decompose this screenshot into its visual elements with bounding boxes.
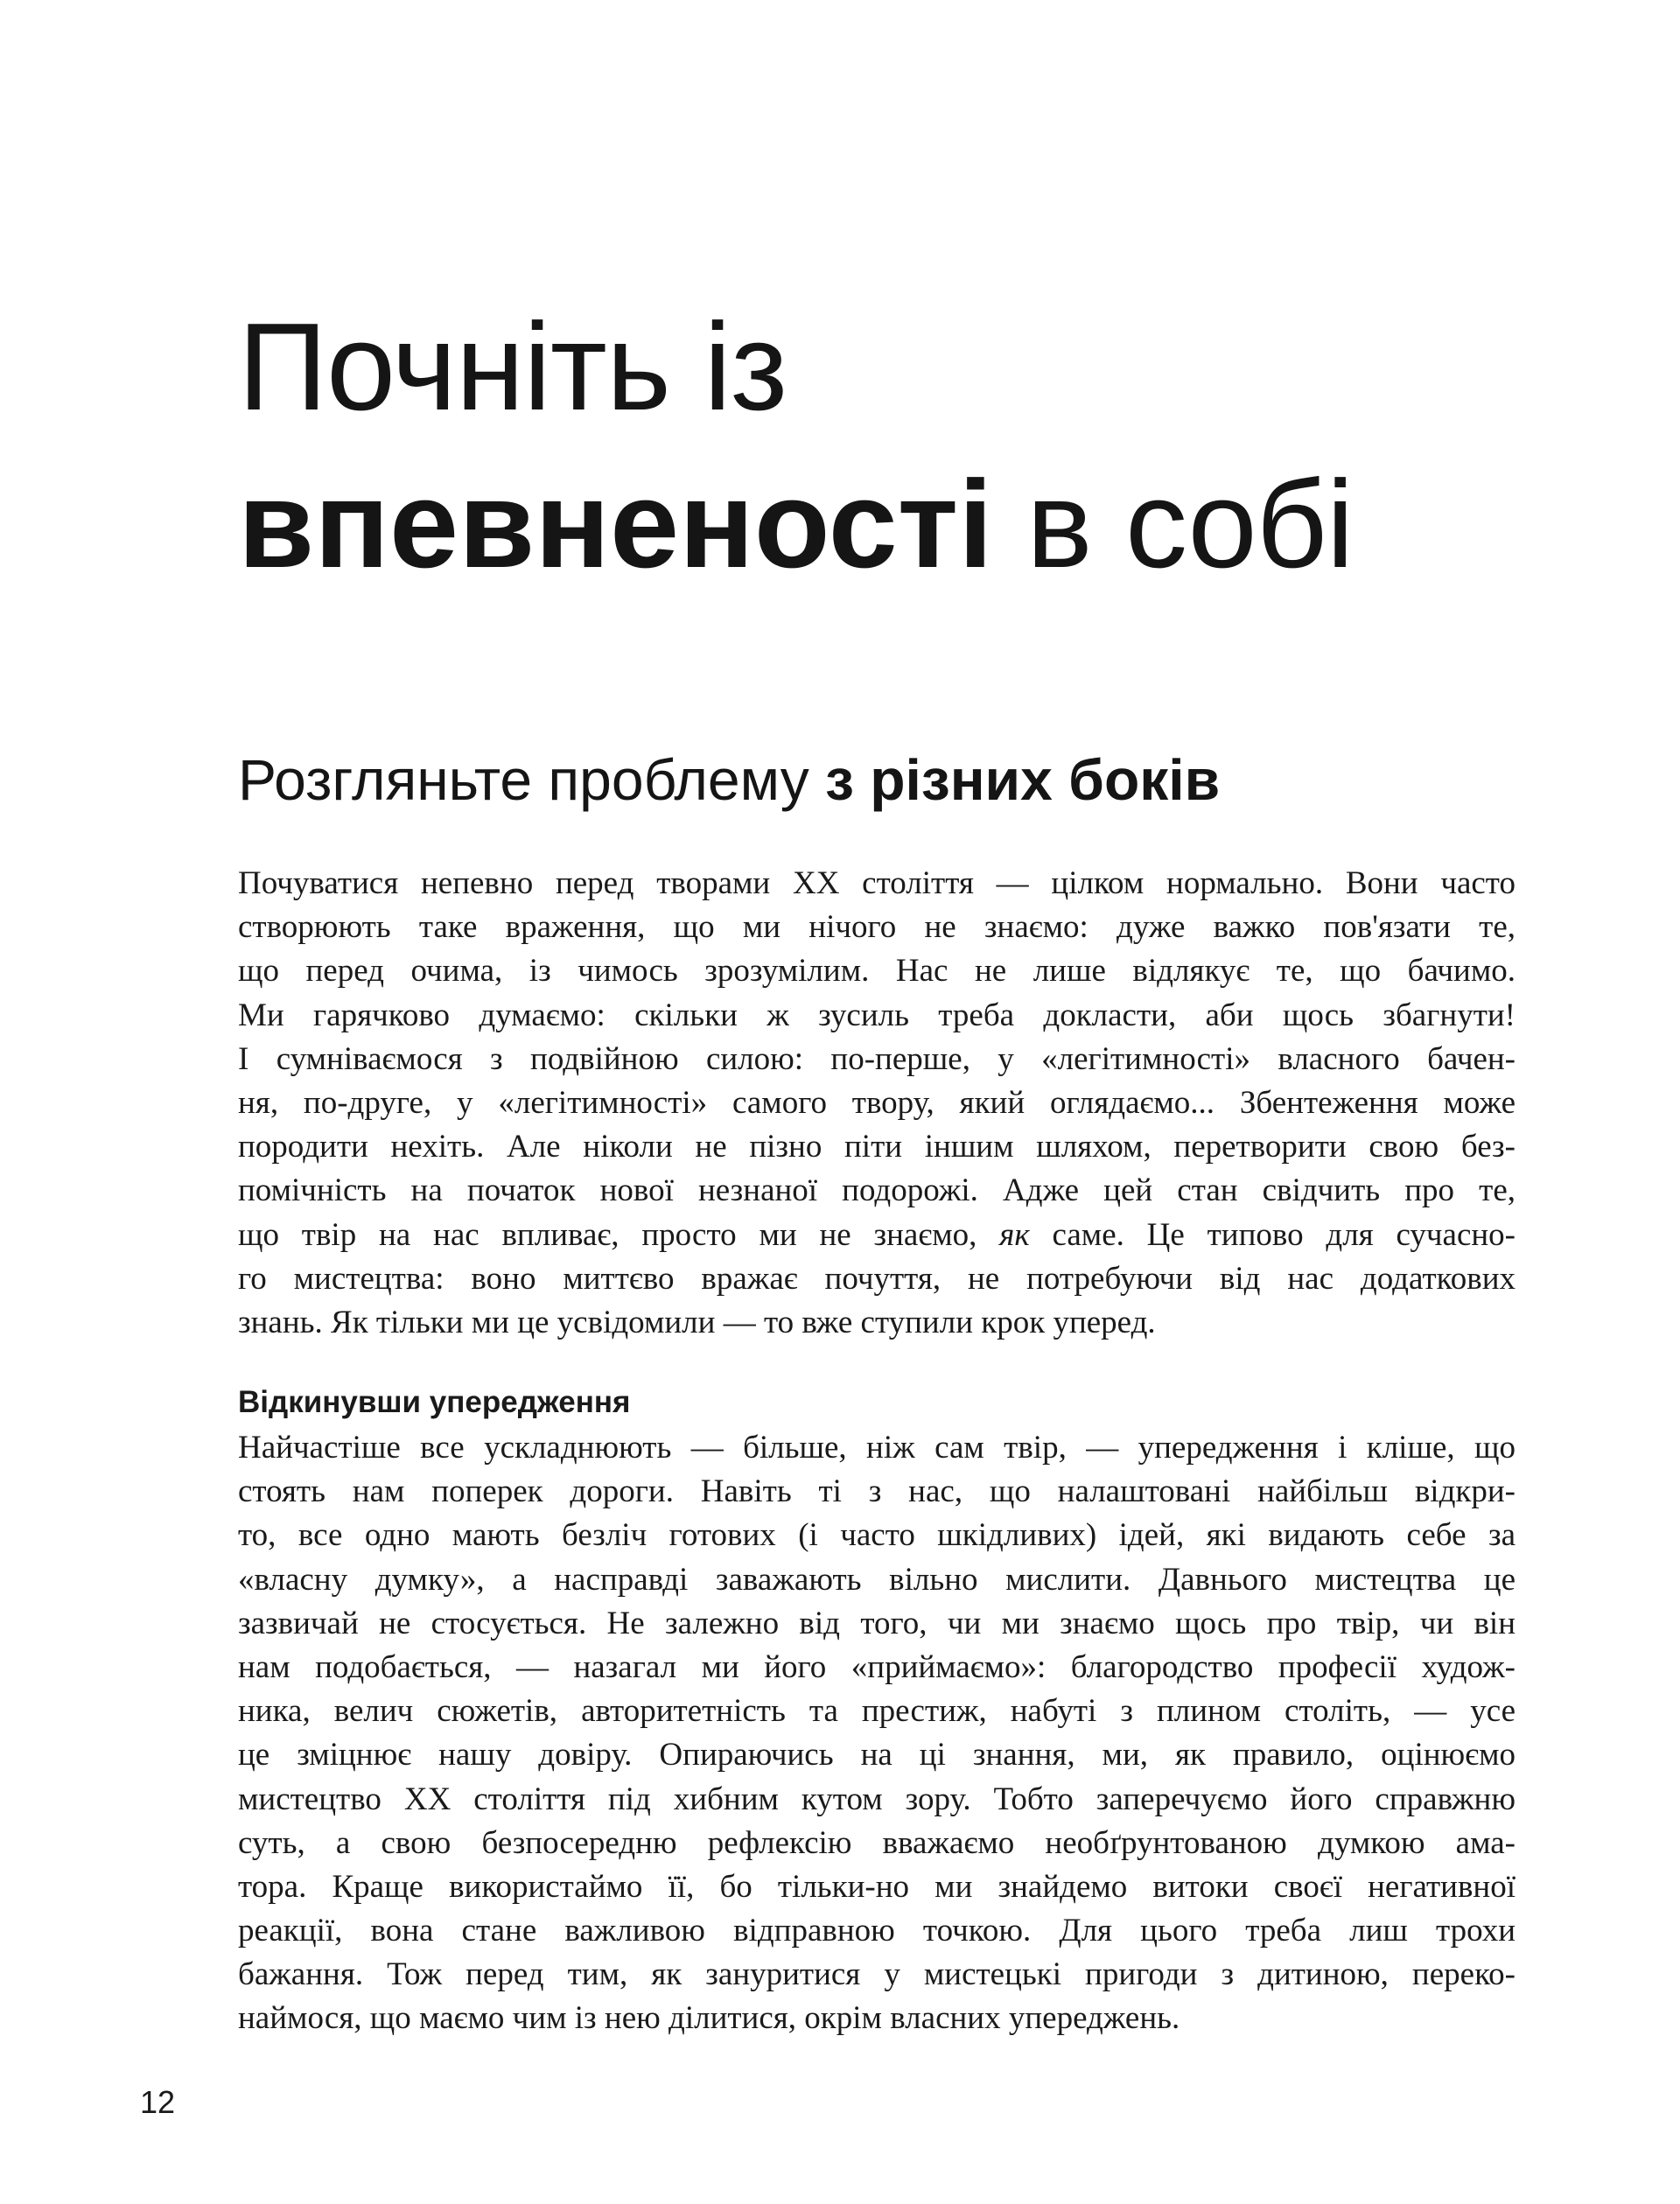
paragraph-1: [238, 862, 1516, 1345]
text-line: що перед очима, із чимось зрозумілим. Нас не лише відлякує те, що бачимо.: [238, 953, 1516, 990]
text-line: зазвичай не стосується. Не залежно від того, чи ми знаємо щось про твір, чи він: [238, 1605, 1516, 1641]
subtitle-bold: з різних боків: [825, 747, 1221, 812]
page-number: 12: [140, 2084, 176, 2120]
title-light-text: Почніть із: [238, 297, 787, 437]
text-line: бажання. Тож перед тим, як зануритися у мистецькі пригоди з дитиною, переко-: [238, 1956, 1516, 1993]
text-line: Почуватися непевно перед творами XX століття — цілком нормально. Вони часто: [238, 865, 1516, 901]
text-line: «власну думку», а насправді заважають вільно мислити. Давнього мистецтва це: [238, 1561, 1516, 1598]
text-line: [238, 1214, 1516, 1257]
text-line: Найчастіше все ускладнюють — більше, ніж сам твір, — упередження і кліше, що: [238, 1430, 1516, 1466]
chapter-title: [238, 289, 1353, 604]
text-line: помічність на початок нової незнаної подорожі. Адже цей стан свідчить про те,: [238, 1172, 1516, 1209]
text-line: го мистецтва: воно миттєво вражає почуття, не потребуючи від нас додаткових: [238, 1260, 1516, 1297]
text-line: реакції, вона стане важливою відправною точкою. Для цього треба лиш трохи: [238, 1913, 1516, 1949]
chapter-title-line2: [238, 446, 1353, 604]
text-line: І сумніваємося з подвійною силою: по-перше, у «легітимності» власного бачен-: [238, 1040, 1516, 1077]
text-line: це зміцнює нашу довіру. Опираючись на ці знання, ми, як правило, оцінюємо: [238, 1737, 1516, 1774]
text-line: то, все одно мають безліч готових (і часто шкідливих) ідей, які видають себе за: [238, 1517, 1516, 1554]
text-line: породити нехіть. Але ніколи не пізно піти іншим шляхом, перетворити свою без-: [238, 1129, 1516, 1165]
section-subtitle: [238, 740, 1220, 819]
text-line: знань. Як тільки ми це усвідомили — то вже ступили крок уперед.: [238, 1304, 1156, 1340]
chapter-title-line1: [238, 289, 1353, 446]
text-line: ника, велич сюжетів, авторитетність та престиж, набуті з плином століть, — усе: [238, 1693, 1516, 1730]
text-line: ня, по-друге, у «легітимності» самого твору, який оглядаємо... Збентеження може: [238, 1084, 1516, 1121]
italic-emphasis: як: [999, 1216, 1030, 1253]
paragraph-2: [238, 1426, 1516, 2041]
text-segment: саме. Це типово для сучасно-: [1029, 1216, 1516, 1253]
text-segment: що твір на нас впливає, просто ми не знаємо,: [238, 1216, 1000, 1253]
text-line: наймося, що маємо чим із нею ділитися, окрім власних упереджень.: [238, 2000, 1180, 2037]
text-line: нам подобається, — назагал ми його «приймаємо»: благородство професії худож-: [238, 1648, 1516, 1685]
text-line: стоять нам поперек дороги. Навіть ті з нас, що налаштовані найбільш відкри-: [238, 1473, 1516, 1510]
title-bold-text: впевненості: [238, 455, 993, 594]
subtitle-light: Розгляньте проблему: [238, 747, 826, 812]
text-line: створюють таке враження, що ми нічого не знаємо: дуже важко пов'язати те,: [238, 909, 1516, 946]
text-line: мистецтво XX століття під хибним кутом зору. Тобто заперечуємо його справжню: [238, 1781, 1516, 1817]
text-line: Ми гарячково думаємо: скільки ж зусиль треба докласти, аби щось збагнути!: [238, 997, 1516, 1033]
section-heading: Відкинувши упередження: [238, 1385, 631, 1419]
title-light-text-2: в собі: [992, 455, 1354, 594]
text-line: суть, а свою безпосередню рефлексію вважаємо необґрунтованою думкою ама-: [238, 1824, 1516, 1861]
text-line: тора. Краще використаймо її, бо тільки-но ми знайдемо витоки своєї негативної: [238, 1868, 1516, 1905]
